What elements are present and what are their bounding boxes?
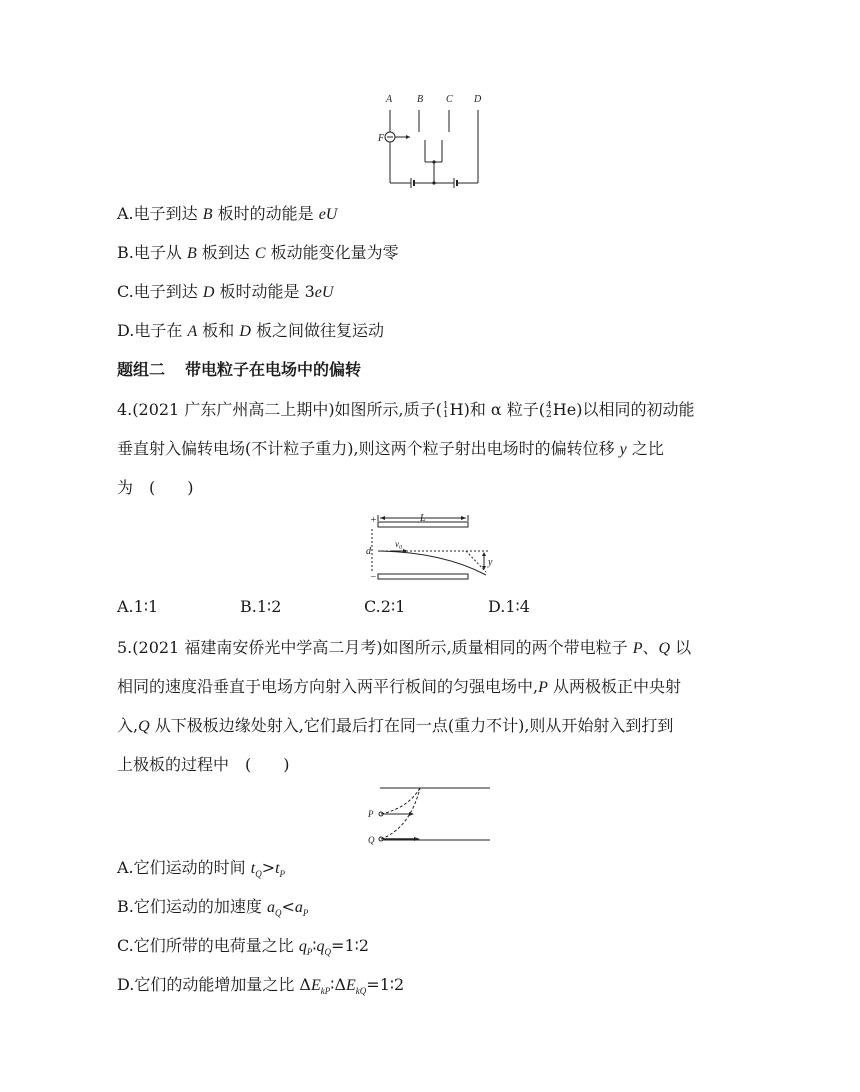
minus-sign: − xyxy=(370,572,377,583)
alpha-nuclide: 4 2 xyxy=(546,400,552,420)
q4-option-c: C.2∶1 xyxy=(364,597,406,616)
q4-option-d: D.1∶4 xyxy=(488,597,530,616)
q4-line-2: 垂直射入偏转电场(不计粒子重力),则这两个粒子射出电场时的偏转位移 y 之比 xyxy=(117,439,664,458)
q5-option-b: B.它们运动的加速度 $a_Q<a_P$ xyxy=(117,897,309,919)
label-L: L xyxy=(420,513,426,524)
q3-option-b: B.电子从 B 板到达 C 板动能变化量为零 xyxy=(117,243,399,262)
q5-line-1: 5.(2021 福建南安侨光中学高二月考)如图所示,质量相同的两个带电粒子 P、Q 以 xyxy=(117,638,692,657)
q3-option-a: A.电子到达 B 板时的动能是 eU xyxy=(117,204,338,223)
q3-option-c: C.电子到达 D 板时动能是 3eU xyxy=(117,282,334,301)
label-A: A xyxy=(386,94,393,105)
label-v0: $v_0$ xyxy=(395,539,402,551)
q5-line-4: 上极板的过程中 ( ) xyxy=(117,755,290,774)
label-P: P xyxy=(368,809,374,819)
q5-option-d: D.它们的动能增加量之比 $\Delta E_{kP}∶\Delta E_{kQ}=1∶2$ xyxy=(117,975,405,997)
group-title: 带电粒子在电场中的偏转 xyxy=(185,360,362,379)
label-d: d xyxy=(366,546,371,557)
q5-line-2: 相同的速度沿垂直于电场方向射入两平行板间的匀强电场中,P 从两极板正中央射 xyxy=(117,677,681,696)
group-label: 题组二 xyxy=(117,360,166,379)
proton-nuclide: 1 1 xyxy=(442,400,449,420)
figure-two-particles xyxy=(362,784,494,848)
group-heading xyxy=(117,359,361,381)
q3-option-d: D.电子在 A 板和 D 板之间做往复运动 xyxy=(117,321,385,340)
plus-sign: + xyxy=(370,515,377,526)
q4-option-b: B.1∶2 xyxy=(240,597,282,616)
q4-line-3: 为 ( ) xyxy=(117,478,194,497)
q5-option-c: C.它们所带的电荷量之比 $q_P∶q_Q=1∶2$ xyxy=(117,936,369,958)
q5-line-3: 入,Q 从下极板边缘处射入,它们最后打在同一点(重力不计),则从开始射入到打到 xyxy=(117,716,674,735)
q4-option-a: A.1∶1 xyxy=(117,597,159,616)
q4-line-1: 4.(2021 广东广州高二上期中)如图所示,质子( 1 1 H)和 α 粒子( 4 2 He)以相同的初动能 xyxy=(117,400,695,420)
q5-option-a: A.它们运动的时间 $t_Q>t_P$ xyxy=(117,858,286,880)
label-B: B xyxy=(417,94,424,105)
figure-deflection-field xyxy=(362,512,502,584)
label-y: y xyxy=(488,557,493,568)
figure-plates-circuit xyxy=(372,90,492,190)
label-Q: Q xyxy=(368,835,375,845)
label-D: D xyxy=(474,94,482,105)
label-C: C xyxy=(446,94,453,105)
label-F: F xyxy=(378,133,385,144)
